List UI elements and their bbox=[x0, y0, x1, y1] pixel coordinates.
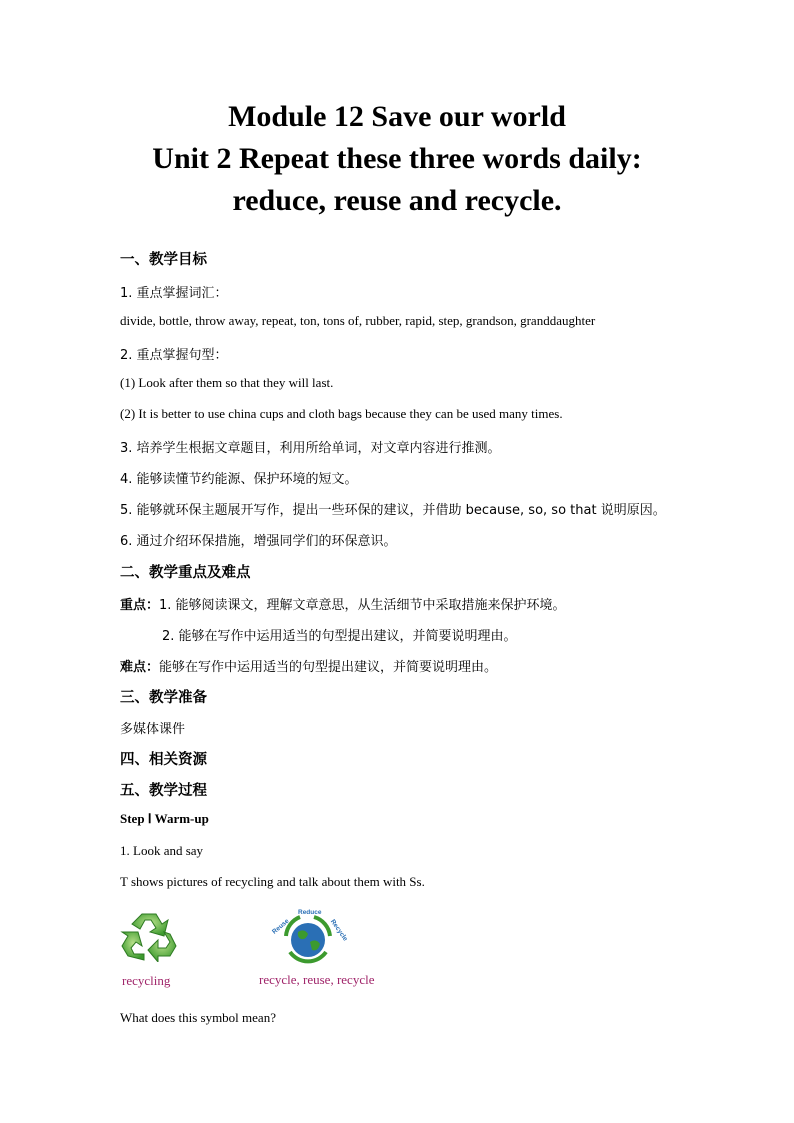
reduce-reuse-recycle-logo-icon bbox=[268, 908, 348, 968]
key-point-2: 2. 能够在写作中运用适当的句型提出建议，并简要说明理由。 bbox=[162, 629, 517, 644]
image-caption-recycling: recycling bbox=[122, 973, 171, 988]
section-heading-objectives: 一、教学目标 bbox=[120, 252, 207, 268]
recycling-symbol-icon bbox=[120, 910, 178, 962]
logo-word-reduce: Reduce bbox=[298, 909, 322, 916]
title-line-3: reduce, reuse and recycle. bbox=[232, 184, 562, 217]
objective-3: 3. 培养学生根据文章题目，利用所给单词，对文章内容进行推测。 bbox=[120, 441, 501, 456]
section-heading-resources: 四、相关资源 bbox=[120, 752, 207, 768]
title-line-2: Unit 2 Repeat these three words daily: bbox=[152, 142, 642, 175]
logo-word-recycle: Recycle bbox=[328, 918, 348, 943]
difficulty-text: 能够在写作中运用适当的句型提出建议，并简要说明理由。 bbox=[159, 660, 498, 675]
symbol-question: What does this symbol mean? bbox=[120, 1010, 276, 1025]
section-heading-process: 五、教学过程 bbox=[120, 783, 207, 799]
objective-1: 1. 重点掌握词汇： bbox=[120, 286, 228, 301]
section-heading-focus: 二、教学重点及难点 bbox=[120, 565, 251, 581]
objective-6: 6. 通过介绍环保措施，增强同学们的环保意识。 bbox=[120, 534, 397, 549]
preparation-text: 多媒体课件 bbox=[120, 722, 186, 737]
difficulty-label: 难点： bbox=[120, 660, 160, 675]
objective-4: 4. 能够读懂节约能源、保护环境的短文。 bbox=[120, 472, 358, 487]
objective-2: 2. 重点掌握句型： bbox=[120, 348, 228, 363]
logo-word-reuse: Reuse bbox=[271, 917, 291, 936]
key-label: 重点： bbox=[120, 598, 160, 613]
key-point-1 bbox=[120, 594, 566, 613]
step-1-heading: Step Ⅰ Warm-up bbox=[120, 811, 209, 826]
look-and-say: 1. Look and say bbox=[120, 843, 204, 858]
pattern-1: (1) Look after them so that they will last. bbox=[120, 375, 334, 390]
image-caption-logo: recycle, reuse, recycle bbox=[259, 972, 375, 987]
pattern-2: (2) It is better to use china cups and cloth bags because they can be used many times. bbox=[120, 406, 563, 421]
vocabulary-list: divide, bottle, throw away, repeat, ton, tons of, rubber, rapid, step, grandson, granddaughter bbox=[120, 313, 596, 328]
objective-5: 5. 能够就环保主题展开写作，提出一些环保的建议，并借助 because, so, so that 说明原因。 bbox=[120, 503, 666, 518]
activity-description: T shows pictures of recycling and talk about them with Ss. bbox=[120, 874, 425, 889]
difficulty bbox=[120, 656, 497, 675]
section-heading-preparation: 三、教学准备 bbox=[120, 690, 207, 706]
title-line-1: Module 12 Save our world bbox=[228, 100, 566, 133]
key-point-1-text: 1. 能够阅读课文，理解文章意思，从生活细节中采取措施来保护环境。 bbox=[159, 598, 566, 613]
